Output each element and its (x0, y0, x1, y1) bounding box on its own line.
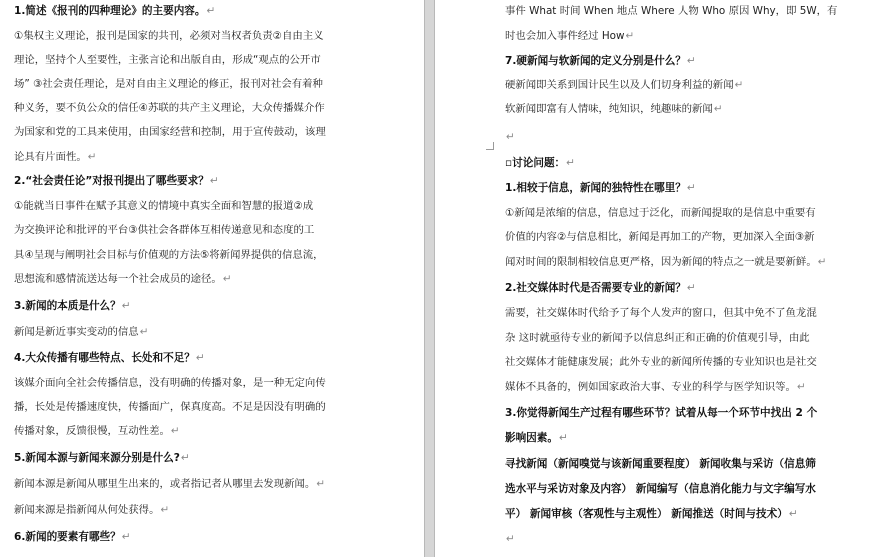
paragraph-line (14, 125, 326, 139)
paragraph-mark-icon: ↵ (713, 103, 723, 115)
line-text: 论具有片面性。 (14, 151, 87, 163)
line-text: 5.新闻本源与新闻来源分别是什么? (14, 452, 180, 464)
line-text: 社交媒体才能健康发展；此外专业的新闻所传播的专业知识也是社交 (505, 356, 817, 368)
paragraph-mark-icon: ↵ (316, 478, 326, 490)
paragraph-line (505, 306, 817, 320)
question-heading-line (14, 4, 215, 18)
line-text: 思想流和感情流送达每一个社会成员的途径。 (14, 273, 222, 285)
paragraph-line (14, 400, 326, 414)
paragraph-mark-icon: ↵ (139, 326, 149, 338)
paragraph-mark-icon: ↵ (180, 452, 190, 464)
paragraph-mark-icon: ↵ (817, 256, 827, 268)
line-text: 为国家和党的工具来使用，由国家经营和控制，用于宣传鼓动，该理 (14, 126, 326, 138)
line-text: 3.你觉得新闻生产过程有哪些环节？试着从每一个环节中找出 2 个 (505, 407, 818, 419)
question-heading-line (14, 174, 219, 188)
question-heading-line (14, 299, 131, 313)
paragraph-mark-icon: ↵ (796, 381, 806, 393)
line-text: 2.“社会责任论”对报刊提出了哪些要求？ (14, 175, 209, 187)
line-text: 新闻本源是新闻从哪里生出来的，或者指记者从哪里去发现新闻。 (14, 478, 316, 490)
paragraph-mark-icon: ↵ (195, 352, 205, 364)
question-heading-line (505, 457, 816, 471)
line-text: 媒体不具备的，例如国家政治大事、专业的科学与医学知识等。 (505, 381, 796, 393)
question-heading-line (505, 406, 817, 420)
line-text: 闻对时间的限制相较信息更严格，因为新闻的特点之一就是要新鲜。 (505, 256, 817, 268)
paragraph-line (505, 380, 806, 394)
left-document-page (0, 0, 424, 557)
paragraph-line (505, 102, 723, 116)
paragraph-line (14, 325, 148, 339)
line-text: 事件 What 时间 When 地点 Where 人物 Who 原因 Why，即 5W，有 (505, 5, 838, 17)
paragraph-mark-icon: ↵ (686, 55, 696, 67)
paragraph-line (14, 223, 314, 237)
question-heading-line (505, 156, 575, 170)
paragraph-line (505, 532, 515, 546)
paragraph-line (505, 78, 743, 92)
line-text: 播，长处是传播速度快，传播面广，保真度高。不足是因没有明确的 (14, 401, 326, 413)
paragraph-line (14, 53, 321, 67)
line-text: 传播对象，反馈很慢，互动性差。 (14, 425, 170, 437)
paragraph-line (505, 130, 515, 144)
line-text: 1.相较于信息，新闻的独特性在哪里？ (505, 182, 686, 194)
line-text: 6.新闻的要素有哪些？ (14, 531, 121, 543)
line-text: 影响因素。 (505, 432, 558, 444)
paragraph-mark-icon: ↵ (206, 5, 216, 17)
question-heading-line (505, 281, 696, 295)
line-text: 为交换评论和批评的平台③供社会各群体互相传递意见和态度的工 (14, 224, 315, 236)
line-text: 时也会加入事件经过 How (505, 30, 625, 42)
paragraph-line (505, 230, 815, 244)
paragraph-line (505, 206, 816, 220)
question-heading-line (14, 351, 205, 365)
paragraph-mark-icon: ↵ (566, 157, 576, 169)
paragraph-mark-icon: ↵ (686, 182, 696, 194)
line-text: 价值的内容②与信息相比，新闻是再加工的产物，更加深入全面③新 (505, 231, 815, 243)
paragraph-mark-icon: ↵ (506, 533, 515, 545)
paragraph-mark-icon: ↵ (625, 30, 635, 42)
line-text: 7.硬新闻与软新闻的定义分别是什么？ (505, 55, 686, 67)
line-text: 新闻来源是指新闻从何处获得。 (14, 504, 160, 516)
paragraph-mark-icon: ↵ (209, 175, 219, 187)
paragraph-mark-icon: ↵ (170, 425, 180, 437)
paragraph-line (505, 255, 826, 269)
paragraph-line (14, 150, 96, 164)
line-text: 杂 这时就亟待专业的新闻予以信息纠正和正确的价值观引导，由此 (505, 332, 810, 344)
question-heading-line (14, 451, 190, 465)
paragraph-mark-icon: ↵ (222, 273, 232, 285)
line-text: 4.大众传播有哪些特点、长处和不足？ (14, 352, 195, 364)
line-text: 3.新闻的本质是什么？ (14, 300, 121, 312)
line-text: 选水平与采访对象及内容） 新闻编写（信息消化能力与文字编写水 (505, 483, 816, 495)
line-text: ①新闻是浓缩的信息，信息过于泛化，而新闻提取的是信息中重要有 (505, 207, 816, 219)
paragraph-mark-icon: ↵ (734, 79, 744, 91)
line-text: 场” ③社会责任理论，是对自由主义理论的修正，报刊对社会有着种 (14, 78, 323, 90)
paragraph-mark-icon: ↵ (121, 300, 131, 312)
paragraph-line (14, 376, 326, 390)
line-text: 种义务，要不负公众的信任④苏联的共产主义理论，大众传播媒介作 (14, 102, 325, 114)
line-text: ①集权主义理论，报刊是国家的共刊，必须对当权者负责②自由主义 (14, 30, 324, 42)
paragraph-mark-icon: ↵ (788, 508, 798, 520)
paragraph-line (505, 355, 817, 369)
paragraph-line (14, 477, 325, 491)
paragraph-mark-icon: ↵ (160, 504, 170, 516)
paragraph-line (14, 199, 313, 213)
paragraph-line (14, 77, 323, 91)
paragraph-line (505, 4, 837, 18)
line-text: ▫讨论问题： (505, 157, 566, 169)
line-text: 软新闻即富有人情味，纯知识，纯趣味的新闻 (505, 103, 713, 115)
line-text: 理论，坚持个人至要性，主张言论和出版自由，形成“观点的公开市 (14, 54, 321, 66)
question-heading-line (505, 181, 696, 195)
paragraph-line (14, 503, 169, 517)
right-document-page (436, 0, 876, 557)
line-text: 平） 新闻审核（客观性与主观性） 新闻推送（时间与技术） (505, 508, 788, 520)
question-heading-line (505, 507, 798, 521)
paragraph-mark-icon: ↵ (506, 131, 515, 143)
paragraph-line (14, 101, 325, 115)
question-heading-line (14, 530, 131, 544)
paragraph-line (14, 424, 180, 438)
paragraph-line (505, 331, 810, 345)
paragraph-line (14, 248, 324, 262)
line-text: ①能就当日事件在赋予其意义的情境中真实全面和智慧的报道②成 (14, 200, 314, 212)
paragraph-mark-icon: ↵ (686, 282, 696, 294)
line-text: 新闻是新近事实变动的信息 (14, 326, 139, 338)
line-text: 寻找新闻（新闻嗅觉与该新闻重要程度） 新闻收集与采访（信息筛 (505, 458, 816, 470)
paragraph-line (505, 29, 634, 43)
line-text: 需要，社交媒体时代给予了每个人发声的窗口，但其中免不了鱼龙混 (505, 307, 817, 319)
paragraph-mark-icon: ↵ (558, 432, 568, 444)
paragraph-line (14, 272, 232, 286)
page-gutter-divider (424, 0, 435, 557)
question-heading-line (505, 431, 568, 445)
line-text: 该媒介面向全社会传播信息，没有明确的传播对象，是一种无定向传 (14, 377, 326, 389)
paragraph-mark-icon: ↵ (87, 151, 97, 163)
question-heading-line (505, 54, 696, 68)
paragraph-line (14, 29, 324, 43)
line-text: 具④呈现与阐明社会目标与价值观的方法⑤将新闻界提供的信息流， (14, 249, 324, 261)
line-text: 2.社交媒体时代是否需要专业的新闻？ (505, 282, 686, 294)
question-heading-line (505, 482, 816, 496)
paragraph-mark-icon: ↵ (121, 531, 131, 543)
margin-corner-mark-icon (486, 142, 494, 150)
line-text: 硬新闻即关系到国计民生以及人们切身利益的新闻 (505, 79, 734, 91)
line-text: 1.简述《报刊的四种理论》的主要内容。 (14, 5, 206, 17)
